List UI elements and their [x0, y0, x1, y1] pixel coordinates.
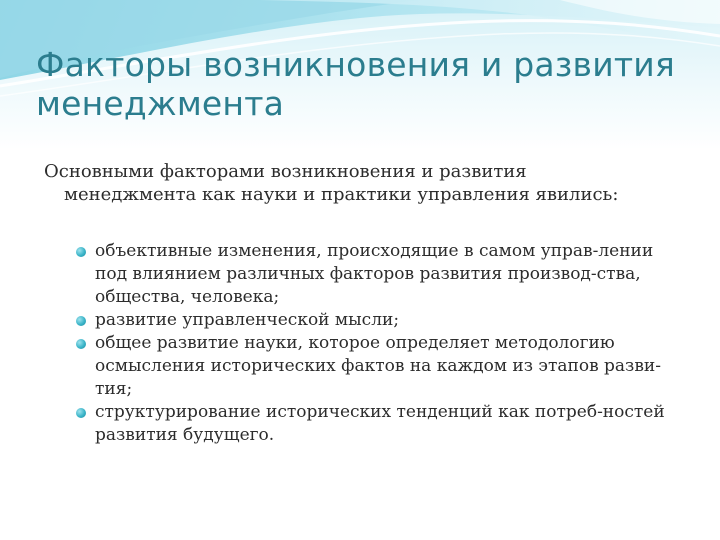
bullet-item-historical-trends: [74, 401, 689, 447]
bullet-text: структурирование исторических тенденций как потреб-ностей развития будущего.: [95, 402, 665, 445]
slide-title: Факторы возникновения и развития менеджмента: [36, 45, 675, 123]
bullet-text: объективные изменения, происходящие в самом управ-лении под влиянием различных факторов развития производ-ства, общества, человека;: [95, 241, 654, 307]
bullet-item-objective-changes: [74, 240, 689, 309]
intro-paragraph: Основными факторами возникновения и развития менеджмента как науки и практики управления явились:: [44, 161, 619, 205]
bullet-item-science-development: [74, 332, 689, 401]
circle-bullet-icon: [76, 316, 86, 326]
bullet-item-management-thought: [74, 309, 689, 332]
factor-bullet-list: [74, 240, 689, 447]
circle-bullet-icon: [76, 247, 86, 257]
circle-bullet-icon: [76, 339, 86, 349]
circle-bullet-icon: [76, 408, 86, 418]
bullet-text: общее развитие науки, которое определяет методологию осмысления исторических фактов на каждом из этапов разви-тия;: [95, 333, 661, 399]
bullet-text: развитие управленческой мысли;: [95, 310, 400, 330]
